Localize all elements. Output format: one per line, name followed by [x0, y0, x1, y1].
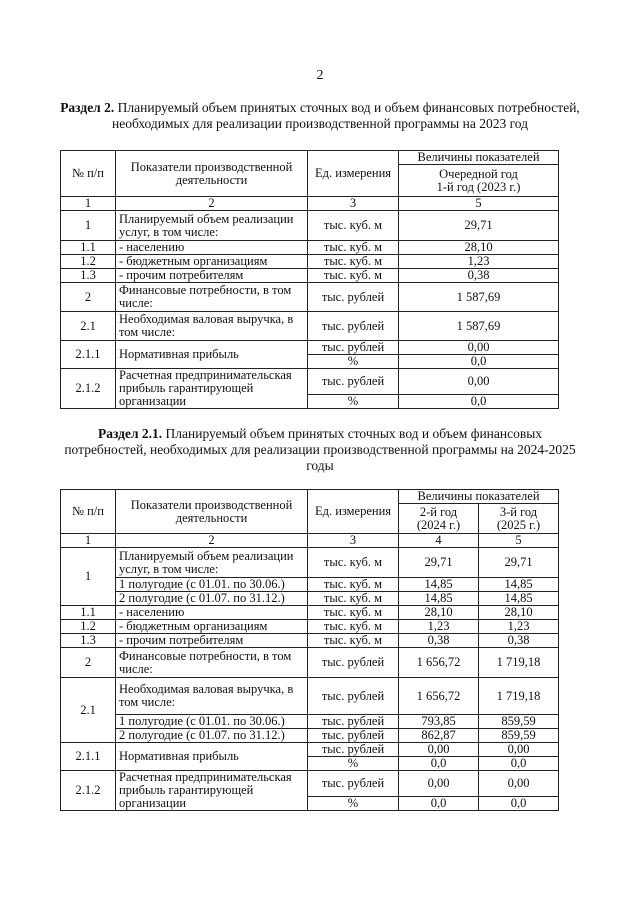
colnum: 3 [308, 534, 399, 548]
table-row: 1 полугодие (с 01.01. по 30.06.) тыс. рублей 793,85 859,59 [61, 715, 559, 729]
head-unit: Ед. измерения [308, 490, 399, 534]
head-values: Величины показателей [399, 490, 559, 504]
table-row: 1 полугодие (с 01.01. по 30.06.) тыс. куб. м 14,85 14,85 [61, 578, 559, 592]
page-number: 2 [316, 68, 324, 83]
table-row: 1 Планируемый объем реализации услуг, в том числе: тыс. куб. м 29,71 [61, 211, 559, 241]
colnum: 2 [116, 534, 308, 548]
table-row: 1.1 - населению тыс. куб. м 28,10 28,10 [61, 606, 559, 620]
head-year2: 2-й год (2024 г.) [399, 504, 479, 534]
head-num: № п/п [61, 490, 116, 534]
colnum: 1 [61, 197, 116, 211]
head-values: Величины показателей [399, 151, 559, 165]
colnum: 5 [479, 534, 559, 548]
table-row: 1.3 - прочим потребителям тыс. куб. м 0,38 0,38 [61, 634, 559, 648]
section2-table [60, 489, 559, 811]
head-year1: Очередной год 1-й год (2023 г.) [399, 165, 559, 197]
table-row: % 0,0 0,0 [61, 797, 559, 811]
table-row: 2.1 Необходимая валовая выручка, в том числе: тыс. рублей 1 656,72 1 719,18 [61, 678, 559, 715]
head-indicator: Показатели производственной деятельности [116, 490, 308, 534]
table-row: 1 Планируемый объем реализации услуг, в том числе: тыс. куб. м 29,71 29,71 [61, 548, 559, 578]
table-row: 2 полугодие (с 01.07. по 31.12.) тыс. куб. м 14,85 14,85 [61, 592, 559, 606]
table-row: 2.1.2 Расчетная предпринимательская прибыль гарантирующей организации тыс. рублей 0,00 [61, 369, 559, 395]
table-row: 2.1 Необходимая валовая выручка, в том числе: тыс. рублей 1 587,69 [61, 312, 559, 341]
colnum: 3 [308, 197, 399, 211]
table-row: 1.3 - прочим потребителям тыс. куб. м 0,38 [61, 269, 559, 283]
head-unit: Ед. измерения [308, 151, 399, 197]
section1-title: Раздел 2. Планируемый объем принятых сточных вод и объем финансовых потребностей, необходимых для реализации производственной программы на 2023 год [60, 100, 580, 131]
table-row: % 0,0 [61, 355, 559, 369]
table-row: 2 Финансовые потребности, в том числе: тыс. рублей 1 587,69 [61, 283, 559, 312]
colnum: 2 [116, 197, 308, 211]
head-indicator: Показатели производственной деятельности [116, 151, 308, 197]
table-row: 1.1 - населению тыс. куб. м 28,10 [61, 241, 559, 255]
colnum: 1 [61, 534, 116, 548]
head-year3: 3-й год (2025 г.) [479, 504, 559, 534]
colnum: 5 [399, 197, 559, 211]
table-row: 2.1.1 Нормативная прибыль тыс. рублей 0,00 [61, 341, 559, 355]
section2-title: Раздел 2.1. Планируемый объем принятых сточных вод и объем финансовых потребностей, необходимых для реализации производственной программы на 2024-2025 годы [64, 426, 576, 473]
section1-table [60, 150, 559, 409]
head-num: № п/п [61, 151, 116, 197]
table-row: 1.2 - бюджетным организациям тыс. куб. м 1,23 [61, 255, 559, 269]
table-row: % 0,0 [61, 395, 559, 409]
table-row: 2 полугодие (с 01.07. по 31.12.) тыс. рублей 862,87 859,59 [61, 729, 559, 743]
table-row: 2 Финансовые потребности, в том числе: тыс. рублей 1 656,72 1 719,18 [61, 648, 559, 678]
colnum: 4 [399, 534, 479, 548]
table-row: 1.2 - бюджетным организациям тыс. куб. м 1,23 1,23 [61, 620, 559, 634]
table-row: % 0,0 0,0 [61, 757, 559, 771]
table-row: 2.1.2 Расчетная предпринимательская прибыль гарантирующей организации тыс. рублей 0,00 0,00 [61, 771, 559, 797]
table-row: 2.1.1 Нормативная прибыль тыс. рублей 0,00 0,00 [61, 743, 559, 757]
